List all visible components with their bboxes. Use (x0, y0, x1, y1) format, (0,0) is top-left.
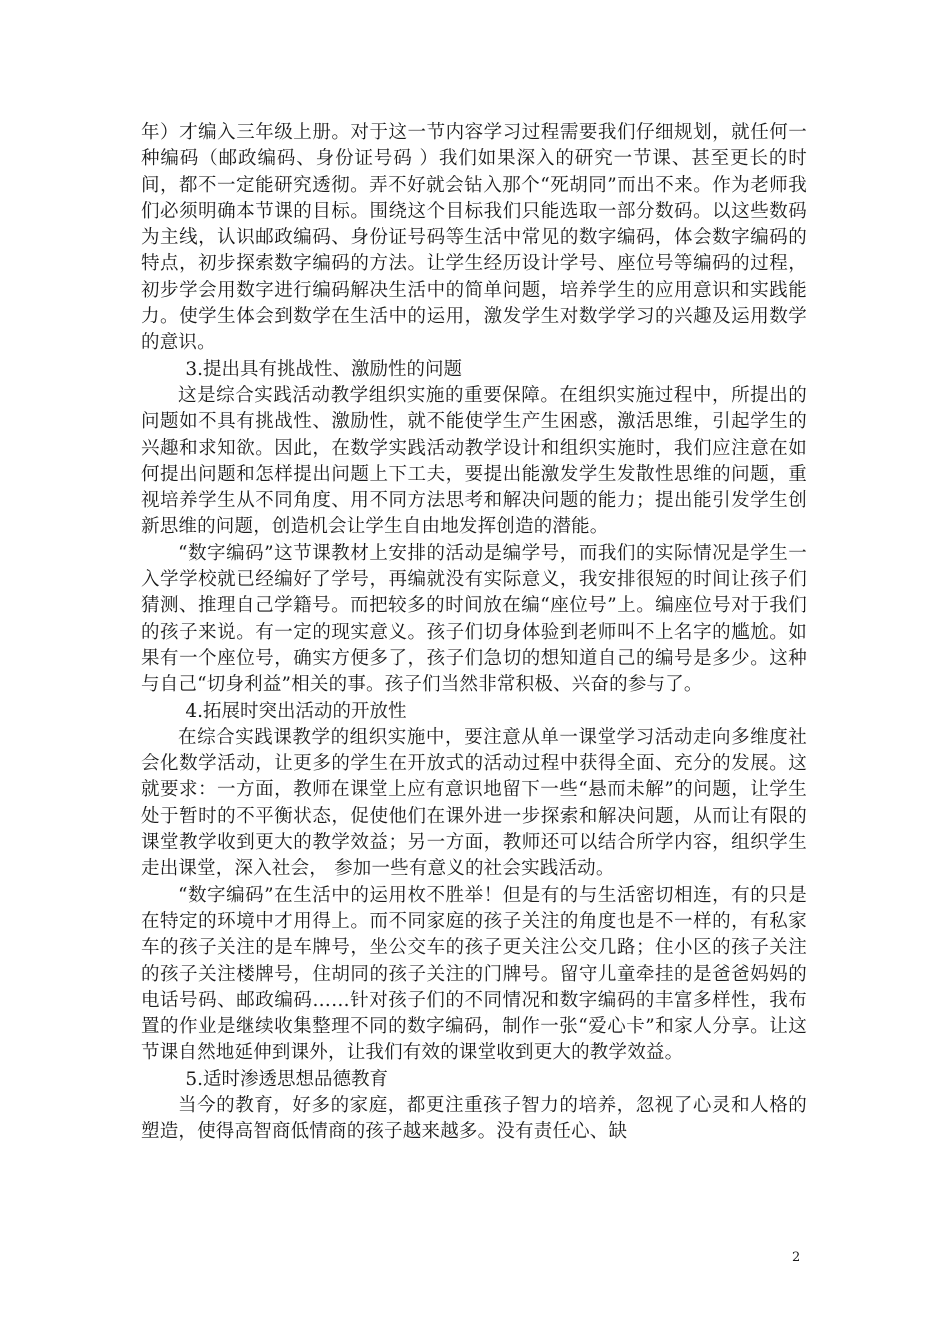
section-heading-3: 3.提出具有挑战性、激励性的问题 (185, 358, 463, 380)
paragraph-1: 年）才编入三年级上册。对于这一节内容学习过程需要我们仔细规划，就任何一种编码（邮政编码、身份证号码 ）我们如果深入的研究一节课、甚至更长的时间，都不一定能研究透彻。弄不好就会钻入那个“死胡同”而出不来。作为老师我们必须明确本节课的目标。围绕这个目标我们只能选取一部分数码。以这些数码为主线，认识邮政编码、身份证号码等生活中常见的数字编码，体会数字编码的特点，初步探索数字编码的方法。让学生经历设计学号、座位号等编码的过程，初步学会用数字进行编码解决生活中的简单问题，培养学生的应用意识和实践能力。使学生体会到数学在生活中的运用，激发学生对数学学习的兴趣及运用数学的意识。 (141, 122, 807, 354)
section-heading-5: 5.适时渗透思想品德教育 (185, 1068, 389, 1090)
paragraph-6: 当今的教育，好多的家庭，都更注重孩子智力的培养，忽视了心灵和人格的塑造，使得高智商低情商的孩子越来越多。没有责任心、缺 (141, 1094, 807, 1143)
paragraph-3: “数字编码”这节课教材上安排的活动是编学号，而我们的实际情况是学生一入学学校就已经编好了学号，再编就没有实际意义，我安排很短的时间让孩子们猜测、推理自己学籍号。而把较多的时间放在编“座位号”上。编座位号对于我们的孩子来说。有一定的现实意义。孩子们切身体验到老师叫不上名字的尴尬。如果有一个座位号，确实方便多了，孩子们急切的想知道自己的编号是多少。这种与自己“切身利益”相关的事。孩子们当然非常积极、兴奋的参与了。 (141, 542, 807, 696)
paragraph-5: “数字编码”在生活中的运用枚不胜举！但是有的与生活密切相连，有的只是在特定的环境中才用得上。而不同家庭的孩子关注的角度也是不一样的，有私家车的孩子关注的是车牌号，坐公交车的孩子更关注公交几路；住小区的孩子关注的孩子关注楼牌号，住胡同的孩子关注的门牌号。留守儿童牵挂的是爸爸妈妈的电话号码、邮政编码……针对孩子们的不同情况和数字编码的丰富多样性，我布置的作业是继续收集整理不同的数字编码，制作一张“爱心卡”和家人分享。让这节课自然地延伸到课外，让我们有效的课堂收到更大的教学效益。 (141, 884, 807, 1064)
page-number: 2 (792, 1250, 801, 1265)
document-body (141, 120, 807, 1146)
paragraph-2: 这是综合实践活动教学组织实施的重要保障。在组织实施过程中，所提出的问题如不具有挑战性、激励性，就不能使学生产生困惑，激活思维，引起学生的兴趣和求知欲。因此，在数学实践活动教学设计和组织实施时，我们应注意在如何提出问题和怎样提出问题上下工夫，要提出能激发学生发散性思维的问题，重视培养学生从不同角度、用不同方法思考和解决问题的能力；提出能引发学生创新思维的问题，创造机会让学生自由地发挥创造的潜能。 (141, 384, 807, 538)
section-heading-4: 4.拓展时突出活动的开放性 (185, 700, 407, 722)
paragraph-4: 在综合实践课教学的组织实施中，要注意从单一课堂学习活动走向多维度社会化数学活动，让更多的学生在开放式的活动过程中获得全面、充分的发展。这就要求：一方面，教师在课堂上应有意识地留下一些“悬而未解”的问题，让学生处于暂时的不平衡状态，促使他们在课外进一步探索和解决问题，从而让有限的课堂教学收到更大的教学效益；另一方面，教师还可以结合所学内容，组织学生走出课堂，深入社会， 参加一些有意义的社会实践活动。 (141, 726, 807, 880)
